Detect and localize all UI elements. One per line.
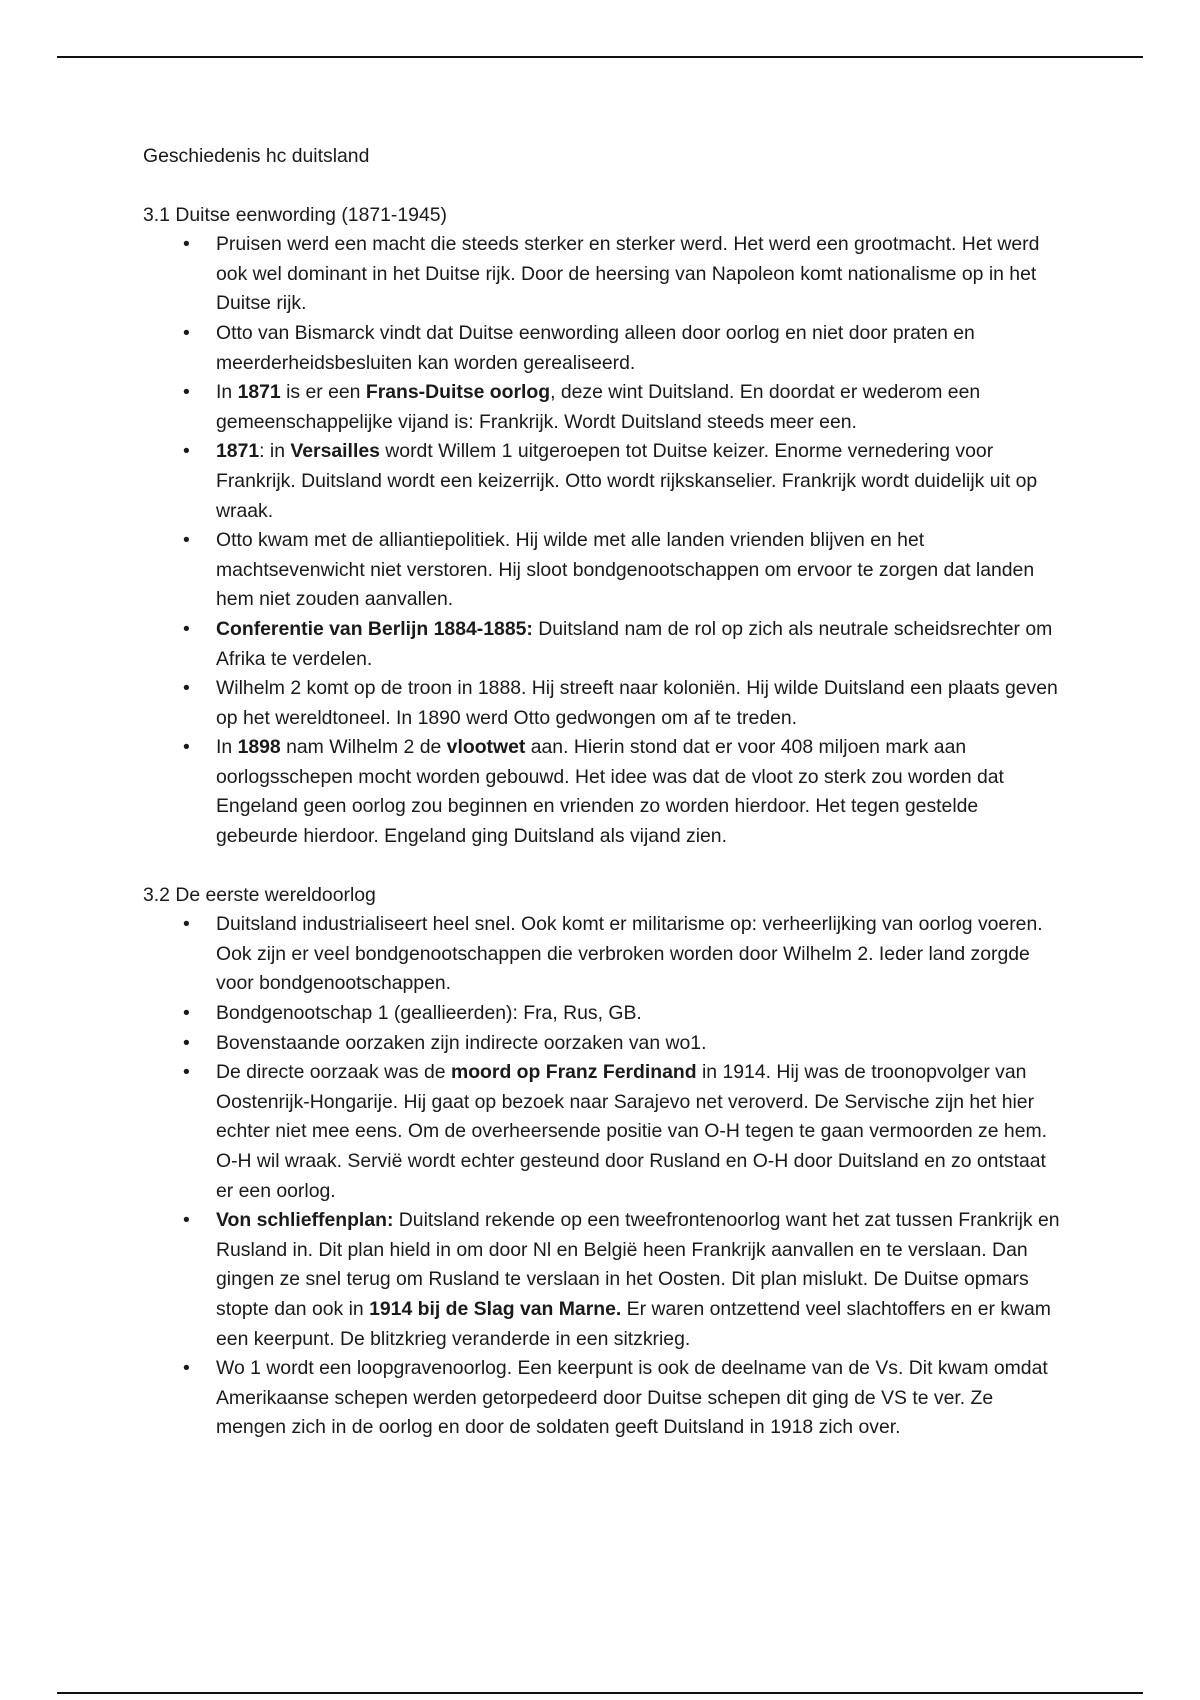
text-run: Duitsland industrialiseert heel snel. Ook komt er militarisme op: verheerlijking van oorlog voeren. Ook zijn er veel bondgenootschappen die verbroken worden door Wilhelm 2. Ieder land zorgde voor bondgenootschappen.	[216, 913, 1043, 995]
bullet-icon: •	[183, 913, 190, 936]
sections-container	[143, 201, 1063, 1443]
section	[143, 881, 1063, 1443]
bullet-icon: •	[183, 1002, 190, 1025]
bullet-icon: •	[183, 233, 190, 256]
bold-text: 1871	[216, 440, 260, 463]
text-run: Er waren ontzettend veel slachtoffers en er kwam een keerpunt. De blitzkrieg veranderde in een sitzkrieg.	[216, 1297, 1051, 1350]
bullet-icon: •	[183, 1357, 190, 1380]
text-run: Otto van Bismarck vindt dat Duitse eenwording alleen door oorlog en niet door praten en meerderheidsbesluiten kan worden gerealiseerd.	[216, 321, 975, 374]
list-item	[143, 437, 1063, 526]
bold-text: Frans-Duitse oorlog	[365, 381, 551, 404]
list-item	[143, 526, 1063, 615]
bold-text: 1914 bij de Slag van Marne.	[369, 1297, 622, 1320]
text-run: Pruisen werd een macht die steeds sterker en sterker werd. Het werd een grootmacht. Het werd ook wel dominant in het Duitse rijk. Door de heersing van Napoleon komt nationalisme op in het Duitse rijk.	[216, 233, 1040, 315]
footer-rule	[57, 1692, 1143, 1694]
text-run: Wo 1 wordt een loopgravenoorlog. Een keerpunt is ook de deelname van de Vs. Dit kwam omdat Amerikaanse schepen werden getorpedeerd door Duitse schepen dit ging de VS te ver. Ze mengen zich in de oorlog en door de soldaten geeft Duitsland in 1918 zich over.	[216, 1357, 1048, 1439]
document-body	[143, 142, 1063, 1443]
header-rule	[57, 56, 1143, 58]
list-item	[143, 674, 1063, 733]
list-item	[143, 615, 1063, 674]
list-item	[143, 733, 1063, 851]
list-item	[143, 230, 1063, 319]
bullet-icon: •	[183, 1061, 190, 1084]
bullet-icon: •	[183, 321, 190, 344]
section	[143, 201, 1063, 852]
text-run: Wilhelm 2 komt op de troon in 1888. Hij streeft naar koloniën. Hij wilde Duitsland een plaats geven op het wereldtoneel. In 1890 werd Otto gedwongen om af te treden.	[216, 677, 1058, 729]
bullet-list	[143, 910, 1063, 1443]
bullet-icon: •	[183, 1209, 190, 1232]
list-item	[143, 319, 1063, 378]
bullet-icon: •	[183, 736, 190, 759]
text-run: in 1914. Hij was de troonopvolger van Oostenrijk-Hongarije. Hij gaat op bezoek naar Sarajevo net veroverd. De Servische zijn het hier echter niet mee eens. Om de overheersende positie van O-H tegen te gaan vermoorden ze hem. O-H wil wraak. Servië wordt echter gesteund door Rusland en O-H door Duitsland en zo ontstaat er een oorlog.	[216, 1061, 1048, 1202]
text-run: is er een	[280, 381, 366, 404]
section-heading: 3.2 De eerste wereldoorlog	[143, 883, 376, 906]
document-title: Geschiedenis hc duitsland	[143, 145, 370, 167]
bold-text: Versailles	[290, 440, 380, 463]
text-run: wordt Willem 1 uitgeroepen tot Duitse keizer. Enorme vernedering voor Frankrijk. Duitsland wordt een keizerrijk. Otto wordt rijkskanselier. Frankrijk wordt duidelijk uit op wraak.	[216, 440, 1038, 522]
bullet-icon: •	[183, 677, 190, 700]
list-item	[143, 1029, 1063, 1059]
bold-text: 1898	[237, 736, 281, 759]
text-run: De directe oorzaak was de	[216, 1061, 451, 1084]
text-run: In	[216, 381, 238, 404]
text-run: Otto kwam met de alliantiepolitiek. Hij wilde met alle landen vrienden blijven en het machtsevenwicht niet verstoren. Hij sloot bondgenootschappen om ervoor te zorgen dat landen hem niet zouden aanvallen.	[216, 529, 1035, 611]
text-run: Bovenstaande oorzaken zijn indirecte oorzaken van wo1.	[216, 1031, 707, 1054]
list-item	[143, 1058, 1063, 1206]
bullet-icon: •	[183, 1031, 190, 1054]
bullet-icon: •	[183, 617, 190, 640]
bold-text: Von schlieffenplan:	[216, 1209, 394, 1232]
text-run: Duitsland nam de rol op zich als neutrale scheidsrechter om Afrika te verdelen.	[216, 617, 1053, 670]
bullet-icon: •	[183, 381, 190, 404]
list-item	[143, 1206, 1063, 1354]
bullet-icon: •	[183, 529, 190, 552]
text-run: Duitsland rekende op een tweefrontenoorlog want het zat tussen Frankrijk en Rusland in. Dit plan hield in om door Nl en België heen Frankrijk aanvallen en te verslaan. Dan gingen ze snel terug om Rusland te verslaan in het Oosten. Dit plan mislukt. De Duitse opmars stopte dan ook in	[216, 1209, 1060, 1320]
list-item	[143, 1354, 1063, 1443]
text-run: , deze wint Duitsland. En doordat er wederom een gemeenschappelijke vijand is: Frankrijk. Wordt Duitsland steeds meer een.	[216, 381, 981, 433]
section-heading: 3.1 Duitse eenwording (1871-1945)	[143, 203, 447, 226]
bold-text: moord op Franz Ferdinand	[450, 1061, 697, 1084]
list-item	[143, 378, 1063, 437]
bold-text: vlootwet	[446, 736, 526, 759]
text-run: nam Wilhelm 2 de	[280, 736, 447, 759]
text-run: In	[216, 736, 238, 759]
bullet-icon: •	[183, 440, 190, 463]
list-item	[143, 999, 1063, 1029]
text-run: Bondgenootschap 1 (geallieerden): Fra, Rus, GB.	[216, 1002, 642, 1025]
list-item	[143, 910, 1063, 999]
text-run: : in	[259, 440, 291, 463]
bold-text: 1871	[237, 381, 281, 404]
bold-text: Conferentie van Berlijn 1884-1885:	[216, 617, 533, 640]
text-run: aan. Hierin stond dat er voor 408 miljoen mark aan oorlogsschepen mocht worden gebouwd. Het idee was dat de vloot zo sterk zou worden dat Engeland geen oorlog zou beginnen en vrienden zo worden hierdoor. Het tegen gestelde gebeurde hierdoor. Engeland ging Duitsland als vijand zien.	[216, 736, 1004, 848]
bullet-list	[143, 230, 1063, 851]
